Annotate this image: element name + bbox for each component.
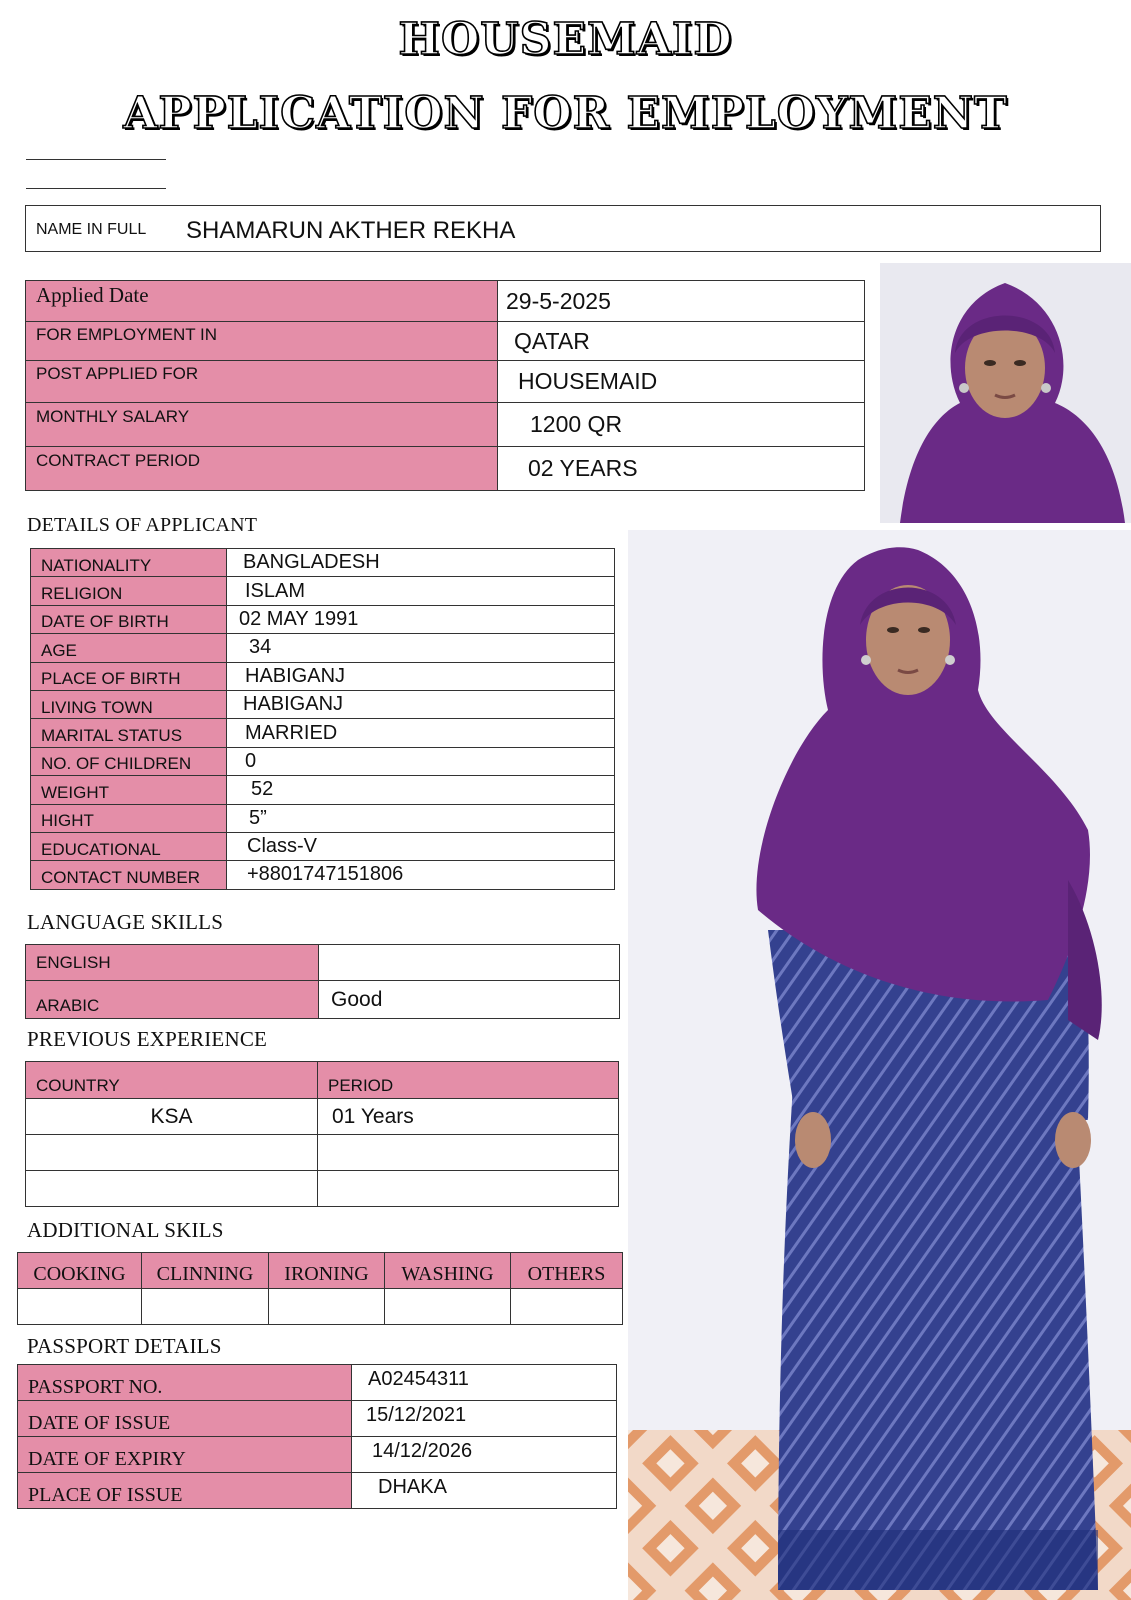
detail-value: 02 MAY 1991 xyxy=(239,607,359,630)
detail-label: AGE xyxy=(41,640,77,660)
table-row xyxy=(31,747,615,775)
table-row xyxy=(26,1135,619,1171)
table-row xyxy=(31,719,615,747)
table-row xyxy=(31,804,615,832)
skills-heading: ADDITIONAL SKILS xyxy=(27,1218,224,1242)
date-of-issue-label: DATE OF ISSUE xyxy=(28,1412,171,1434)
table-row xyxy=(31,690,615,718)
table-row xyxy=(18,1365,617,1401)
table-row xyxy=(31,861,615,889)
name-label: NAME IN FULL xyxy=(36,221,147,238)
detail-label: EDUCATIONAL xyxy=(41,839,161,859)
skill-washing-cell xyxy=(385,1289,511,1325)
table-row xyxy=(26,981,620,1019)
arabic-value: Good xyxy=(331,987,383,1011)
skills-table xyxy=(17,1252,623,1325)
post-applied-label: POST APPLIED FOR xyxy=(36,363,199,383)
english-value xyxy=(319,951,331,974)
table-row xyxy=(26,945,620,981)
table-row xyxy=(26,403,865,447)
post-applied-value: HOUSEMAID xyxy=(518,368,658,394)
detail-label: DATE OF BIRTH xyxy=(41,612,169,632)
skill-washing-label: WASHING xyxy=(401,1263,494,1285)
detail-value: Class-V xyxy=(247,835,318,858)
period-column-header: PERIOD xyxy=(328,1076,394,1095)
language-table xyxy=(25,944,620,1019)
table-row xyxy=(31,832,615,860)
employment-country-label: FOR EMPLOYMENT IN xyxy=(36,325,218,344)
arabic-label: ARABIC xyxy=(36,995,100,1015)
details-heading: DETAILS OF APPLICANT xyxy=(27,514,258,536)
table-row xyxy=(18,1437,617,1473)
table-row xyxy=(26,1171,619,1207)
language-heading: LANGUAGE SKILLS xyxy=(27,910,224,934)
table-row xyxy=(31,549,615,577)
skill-ironing-cell xyxy=(269,1289,385,1325)
detail-label: NATIONALITY xyxy=(41,555,152,575)
detail-label: LIVING TOWN xyxy=(41,697,153,717)
detail-label: WEIGHT xyxy=(41,782,109,802)
table-row xyxy=(18,1289,623,1325)
table-row xyxy=(26,447,865,491)
skill-cleaning-label: CLINNING xyxy=(156,1263,254,1285)
detail-label: CONTACT NUMBER xyxy=(41,867,200,887)
applied-date-label: Applied Date xyxy=(36,282,149,307)
blank-line xyxy=(26,188,166,189)
blank-line xyxy=(26,159,166,160)
detail-value: +8801747151806 xyxy=(247,863,404,886)
experience-country: KSA xyxy=(150,1104,193,1128)
detail-value: HABIGANJ xyxy=(245,664,346,687)
skill-cooking-label: COOKING xyxy=(33,1263,126,1285)
detail-label: HIGHT xyxy=(41,811,94,831)
monthly-salary-label: MONTHLY SALARY xyxy=(36,406,190,426)
experience-table xyxy=(25,1061,619,1207)
passport-heading: PASSPORT DETAILS xyxy=(27,1334,222,1358)
detail-value: 34 xyxy=(249,636,272,659)
date-of-expiry-label: DATE OF EXPIRY xyxy=(28,1448,186,1470)
table-row xyxy=(26,322,865,361)
detail-value: HABIGANJ xyxy=(243,693,344,716)
detail-label: NO. OF CHILDREN xyxy=(41,754,192,774)
table-row xyxy=(26,1062,619,1099)
passport-photo xyxy=(880,263,1131,523)
details-table xyxy=(30,548,615,890)
detail-value: BANGLADESH xyxy=(243,551,380,574)
passport-table xyxy=(17,1364,617,1509)
date-of-expiry-value: 14/12/2026 xyxy=(372,1440,473,1462)
detail-value: 5” xyxy=(249,806,267,829)
document-title-line2: APPLICATION FOR EMPLOYMENT xyxy=(123,88,1008,139)
table-row xyxy=(18,1401,617,1437)
skill-others-label: OTHERS xyxy=(527,1263,606,1285)
experience-heading: PREVIOUS EXPERIENCE xyxy=(27,1027,268,1051)
employment-table xyxy=(25,280,865,491)
skill-cleaning-cell xyxy=(142,1289,269,1325)
document-title-line1: HOUSEMAID xyxy=(398,14,733,65)
table-row xyxy=(31,577,615,605)
skill-others-cell xyxy=(511,1289,623,1325)
table-row xyxy=(26,361,865,403)
employment-country-value: QATAR xyxy=(514,327,590,354)
detail-label: RELIGION xyxy=(41,584,123,604)
english-label: ENGLISH xyxy=(36,952,111,972)
place-of-issue-label: PLACE OF ISSUE xyxy=(28,1484,183,1506)
monthly-salary-value: 1200 QR xyxy=(530,411,623,437)
place-of-issue-value: DHAKA xyxy=(378,1476,447,1498)
experience-period: 01 Years xyxy=(332,1104,414,1128)
table-row xyxy=(31,662,615,690)
detail-value: ISLAM xyxy=(245,579,306,602)
table-row xyxy=(31,634,615,662)
detail-label: MARITAL STATUS xyxy=(41,726,183,746)
applicant-full-figure-icon xyxy=(628,530,1131,1600)
name-value: SHAMARUN AKTHER REKHA xyxy=(186,217,516,244)
table-row xyxy=(18,1473,617,1509)
country-column-header: COUNTRY xyxy=(36,1076,120,1095)
table-row xyxy=(31,776,615,804)
contract-period-label: CONTRACT PERIOD xyxy=(36,450,201,470)
detail-value: 0 xyxy=(245,749,257,772)
table-row xyxy=(31,605,615,633)
name-box xyxy=(25,205,1101,252)
skill-ironing-label: IRONING xyxy=(284,1263,369,1285)
passport-no-label: PASSPORT NO. xyxy=(28,1376,163,1398)
table-row xyxy=(18,1253,623,1289)
applied-date-value: 29-5-2025 xyxy=(506,287,611,314)
contract-period-value: 02 YEARS xyxy=(528,455,638,481)
table-row xyxy=(26,281,865,322)
full-length-photo xyxy=(628,530,1131,1600)
skill-cooking-cell xyxy=(18,1289,142,1325)
detail-label: PLACE OF BIRTH xyxy=(41,669,181,689)
table-row xyxy=(26,1099,619,1135)
detail-value: 52 xyxy=(251,778,274,801)
passport-no-value: A02454311 xyxy=(368,1368,469,1390)
detail-value: MARRIED xyxy=(245,721,338,744)
date-of-issue-value: 15/12/2021 xyxy=(366,1404,467,1426)
applicant-portrait-icon xyxy=(880,263,1131,523)
